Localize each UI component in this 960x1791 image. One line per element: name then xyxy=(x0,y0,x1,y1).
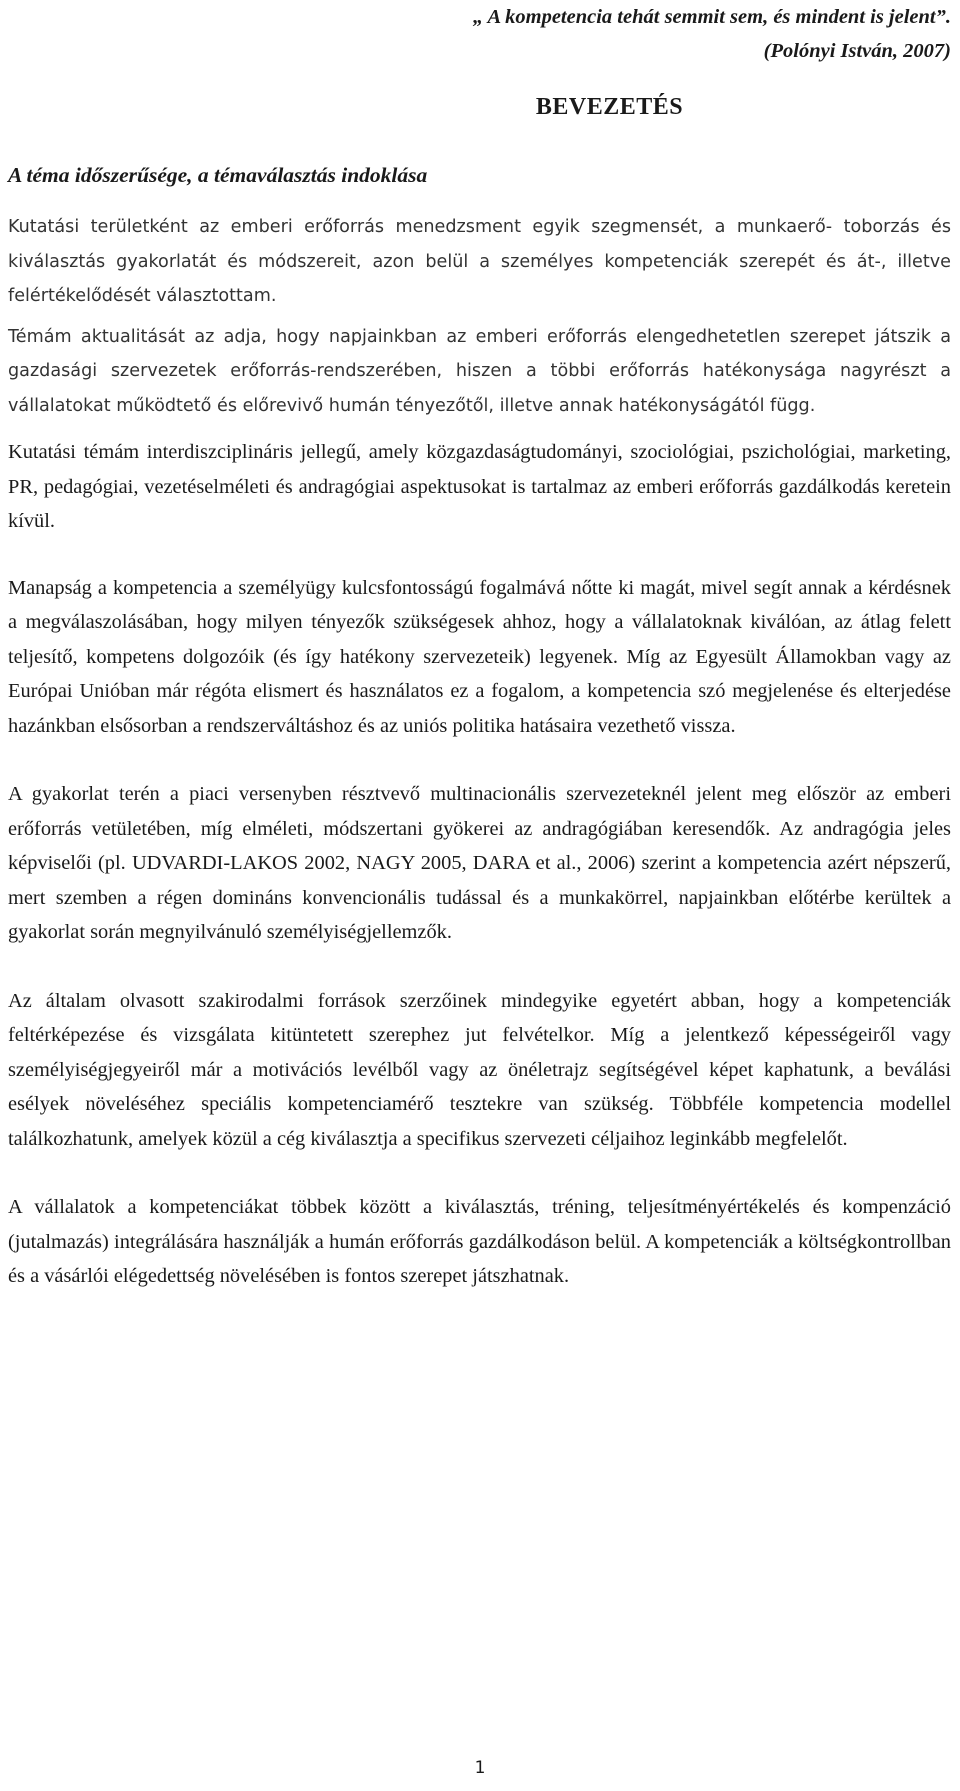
paragraph-practice-origins: A gyakorlat terén a piaci versenyben résztvevő multinacionális szervezeteknél jelent meg először az emberi erőforrás vetületében, míg elméleti, módszertani gyökerei az andragógiában keresendők. Az andragógia jeles képviselői (pl. UDVARDI-LAKOS 2002, NAGY 2005, DARA et al., 2006) szerint a kompetencia azért népszerű, mert szemben a régen domináns konvencionális tudással és a munkakörrel, napjainkban előtérbe kerültek a gyakorlat során megnyilvánuló személyiségjellemzők. xyxy=(8,783,951,943)
document-page xyxy=(8,0,951,1294)
paragraph-interdisciplinary: Kutatási témám interdiszciplináris jellegű, amely közgazdaságtudományi, szociológiai, pszichológiai, marketing, PR, pedagógiai, vezetéselméleti és andragógiai aspektusokat is tartalmaz az emberi erőforrás gazdálkodás keretein kívül. xyxy=(8,441,951,532)
section-title: A téma időszerűsége, a témaválasztás indoklása xyxy=(8,163,428,187)
paragraph-companies: A vállalatok a kompetenciákat többek között a kiválasztás, tréning, teljesítményértékelés és kompenzáció (jutalmazás) integrálására használják a humán erőforrás gazdálkodáson belül. A kompetenciák a költségkontrollban és a vásárlói elégedettség növelésében is fontos szerepet játszhatnak. xyxy=(8,1196,951,1287)
epigraph-attribution: (Polónyi István, 2007) xyxy=(763,40,951,62)
paragraph-topicality: Témám aktualitását az adja, hogy napjainkban az emberi erőforrás elengedhetetlen szerepet játszik a gazdasági szervezetek erőforrás-rendszerében, hiszen a többi erőforrás hatékonysága nagyrészt a vállalatokat működtető és előrevivő humán tényezőtől, illetve annak hatékonyságától függ. xyxy=(8,326,951,416)
paragraph-research-area: Kutatási területként az emberi erőforrás menedzsment egyik szegmensét, a munkaerő- toborzás és kiválasztás gyakorlatát és módszereit, azon belül a személyes kompetenciák szerepét és át-, illetve felértékelődését választottam. xyxy=(8,217,951,306)
paragraph-literature: Az általam olvasott szakirodalmi források szerzőinek mindegyike egyetért abban, hogy a kompetenciák feltérképezése és vizsgálata kitüntetett szerephez jut felvételkor. Míg a jelentkező képességeiről vagy személyiségjegyeiről már a motivációs levélből vagy az önéletrajz segítségével képet kaphatunk, a beválási esélyek növeléséhez speciális kompetenciamérő tesztekre van szükség. Többféle kompetencia modellel találkozhatunk, amelyek közül a cég kiválasztja a specifikus szervezeti céljaihoz leginkább megfelelőt. xyxy=(8,989,951,1150)
epigraph-quote: „ A kompetencia tehát semmit sem, és mindent is jelent”. xyxy=(472,6,951,28)
chapter-title: BEVEZETÉS xyxy=(535,94,684,120)
page-number: 1 xyxy=(474,1758,486,1778)
paragraph-competence-concept: Manapság a kompetencia a személyügy kulcsfontosságú fogalmává nőtte ki magát, mivel segít annak a kérdésnek a megválaszolásában, hogy milyen tényezők szükségesek ahhoz, hogy a vállalatoknak kiválóan, az átlag felett teljesítő, kompetens dolgozóik (és így hatékony szervezeteik) legyenek. Míg az Egyesült Államokban vagy az Európai Unióban már régóta elismert és használatos ez a fogalom, a kompetencia szó megjelenése és elterjedése hazánkban elsősorban a rendszerváltáshoz és az uniós politika hatásaira vezethető vissza. xyxy=(8,576,951,737)
